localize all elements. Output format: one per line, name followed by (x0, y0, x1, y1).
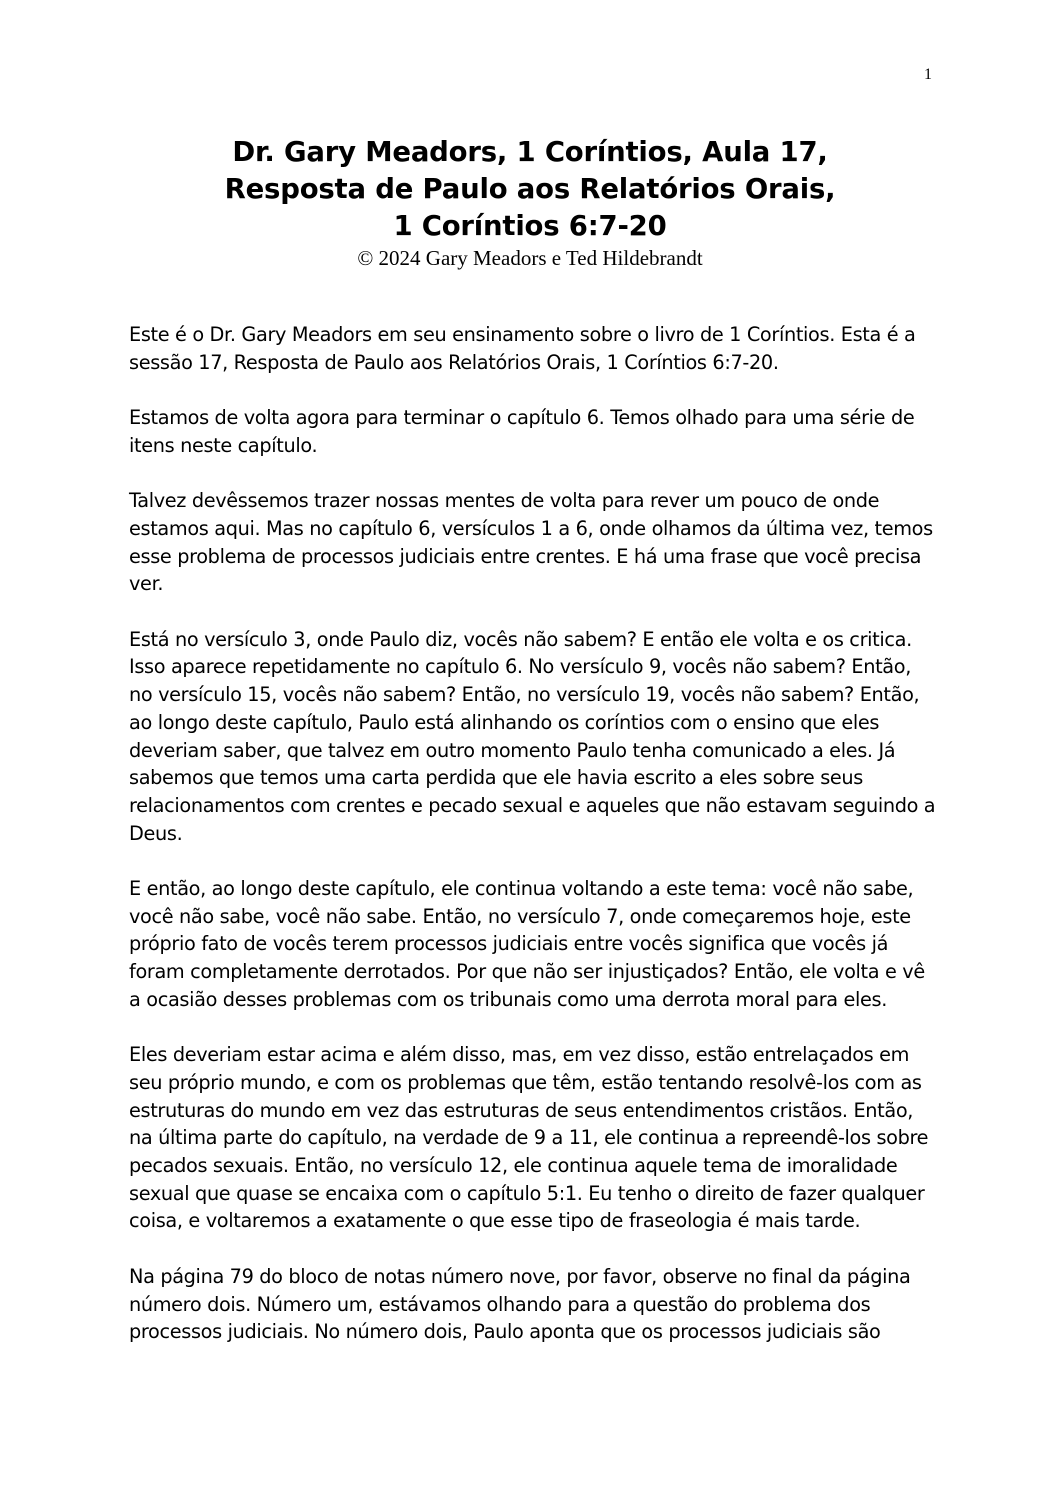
paragraph-line: no versículo 15, vocês não sabem? Então, no versículo 19, vocês não sabem? Então, (129, 683, 920, 707)
paragraph-line: deveriam saber, que talvez em outro momento Paulo tenha comunicado a eles. Já (129, 738, 896, 762)
paragraph-line: número dois. Número um, estávamos olhando para a questão do problema dos (129, 1292, 871, 1316)
paragraph-5 (129, 875, 939, 1014)
paragraph-line: estruturas do mundo em vez das estruturas de seus entendimentos cristãos. Então, (129, 1098, 914, 1122)
paragraph-line: estamos aqui. Mas no capítulo 6, versículos 1 a 6, onde olhamos da última vez, temos (129, 516, 933, 540)
paragraph-line: Está no versículo 3, onde Paulo diz, vocês não sabem? E então ele volta e os critica. (129, 627, 912, 651)
paragraph-line: ver. (129, 572, 164, 596)
paragraph-line: sabemos que temos uma carta perdida que ele havia escrito a eles sobre seus (129, 766, 863, 790)
paragraph-line: relacionamentos com crentes e pecado sexual e aqueles que não estavam seguindo a (129, 793, 936, 817)
title-line-1: Dr. Gary Meadors, 1 Coríntios, Aula 17, (232, 136, 828, 168)
paragraph-2 (129, 404, 939, 459)
page-number: 1 (924, 66, 932, 83)
paragraph-1 (129, 321, 939, 376)
paragraph-line: E então, ao longo deste capítulo, ele continua voltando a este tema: você não sabe, (129, 877, 914, 900)
paragraph-line: Eles deveriam estar acima e além disso, mas, em vez disso, estão entrelaçados em (129, 1043, 910, 1067)
title-line-2: Resposta de Paulo aos Relatórios Orais, (224, 173, 836, 205)
paragraph-line: Este é o Dr. Gary Meadors em seu ensinamento sobre o livro de 1 Coríntios. Esta é a (129, 323, 916, 346)
paragraph-line: esse problema de processos judiciais entre crentes. E há uma frase que você precisa (129, 544, 922, 568)
paragraph-line: Estamos de volta agora para terminar o capítulo 6. Temos olhado para uma série de (129, 406, 915, 430)
paragraph-4 (129, 626, 939, 848)
paragraph-3 (129, 487, 939, 598)
paragraph-line: processos judiciais. No número dois, Paulo aponta que os processos judiciais são (129, 1320, 881, 1344)
paragraph-line: Deus. (129, 821, 183, 845)
title-block (130, 134, 930, 271)
paragraph-line: foram completamente derrotados. Por que não ser injustiçados? Então, ele volta e vê (129, 960, 925, 984)
paragraph-6 (129, 1041, 939, 1235)
paragraph-line: ao longo deste capítulo, Paulo está alinhando os coríntios com o ensino que eles (129, 710, 880, 734)
paragraph-line: sessão 17, Resposta de Paulo aos Relatórios Orais, 1 Coríntios 6:7-20. (129, 350, 779, 374)
paragraph-line: próprio fato de vocês terem processos judiciais entre vocês significa que vocês já (129, 932, 889, 956)
paragraph-line: seu próprio mundo, e com os problemas que têm, estão tentando resolvê-los com as (129, 1070, 922, 1094)
paragraph-line: a ocasião desses problemas com os tribunais como uma derrota moral para eles. (129, 987, 888, 1011)
paragraph-line: sexual que quase se encaixa com o capítulo 5:1. Eu tenho o direito de fazer qualquer (129, 1181, 925, 1205)
paragraph-line: você não sabe, você não sabe. Então, no versículo 7, onde começaremos hoje, este (129, 904, 911, 928)
paragraph-7 (129, 1263, 939, 1346)
paragraph-line: Talvez devêssemos trazer nossas mentes de volta para rever um pouco de onde (129, 489, 880, 513)
paragraph-line: Isso aparece repetidamente no capítulo 6. No versículo 9, vocês não sabem? Então, (129, 655, 911, 679)
paragraph-line: itens neste capítulo. (129, 433, 318, 457)
paragraph-line: coisa, e voltaremos a exatamente o que esse tipo de fraseologia é mais tarde. (129, 1209, 861, 1233)
title-line-3: 1 Coríntios 6:7-20 (393, 210, 667, 242)
body-text (129, 321, 939, 1374)
paragraph-line: na última parte do capítulo, na verdade de 9 a 11, ele continua a repreendê-los sobre (129, 1126, 929, 1150)
paragraph-line: Na página 79 do bloco de notas número nove, por favor, observe no final da página (129, 1264, 911, 1288)
copyright-line: © 2024 Gary Meadors e Ted Hildebrandt (357, 246, 703, 270)
paragraph-line: pecados sexuais. Então, no versículo 12, ele continua aquele tema de imoralidade (129, 1154, 898, 1178)
